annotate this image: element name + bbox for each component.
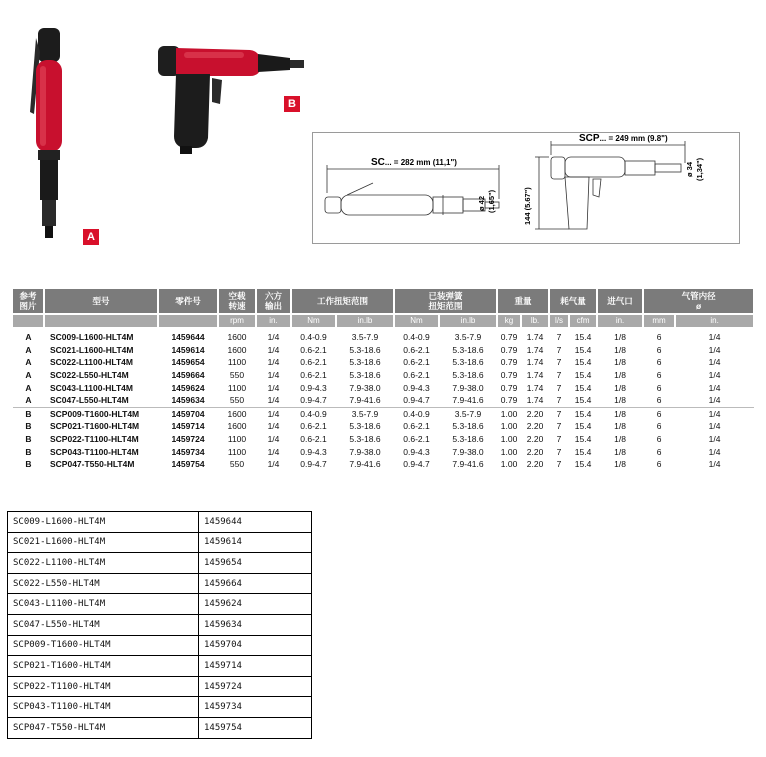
spec-cell: 3.5-7.9 — [454, 332, 482, 343]
spec-cell: 1/4 — [267, 459, 280, 470]
spec-cell: 1.00 — [500, 434, 518, 445]
spec-cell: 1100 — [227, 446, 247, 457]
spec-cell: 1/4 — [708, 395, 721, 406]
spec-cell: 5.3-18.6 — [452, 357, 484, 368]
spec-cell: 0.79 — [500, 395, 518, 406]
model-cell: SC009-L1600-HLT4M — [50, 332, 134, 343]
unit-cell: in.lb — [439, 314, 497, 327]
spec-cell: 5.3-18.6 — [349, 357, 381, 368]
spec-cell: 1/4 — [675, 407, 754, 420]
spec-cell: 0.9-4.3 — [300, 446, 327, 457]
part-number-cell: 1459704 — [199, 635, 312, 656]
spec-cell: 7.9-38.0 — [349, 382, 381, 393]
unit-cell: rpm — [218, 314, 256, 327]
spec-cell: A — [25, 332, 32, 343]
spec-cell: 1/4 — [267, 344, 280, 355]
spec-cell: 15.4 — [574, 332, 592, 343]
spec-cell: 1.00 — [500, 446, 518, 457]
spec-cell: 0.6-2.1 — [300, 357, 327, 368]
unit-cell: in.lb — [336, 314, 394, 327]
spec-cell: 1.74 — [526, 357, 544, 368]
unit-cell: mm — [643, 314, 675, 327]
spec-cell: 0.9-4.7 — [403, 459, 430, 470]
unit-cell: Nm — [291, 314, 336, 327]
header-ref-image: 参考 图片 — [13, 289, 44, 314]
model-cell: SCP009-T1600-HLT4M — [44, 407, 158, 420]
header-spring-torque-range: 已装弹簧 扭矩范围 — [394, 289, 497, 314]
spec-cell: 3.5-7.9 — [439, 407, 497, 420]
spec-cell: 2.20 — [526, 421, 544, 432]
spec-cell: 15.4 — [574, 344, 592, 355]
spec-cell: 6 — [656, 421, 662, 432]
spec-cell: 1/8 — [597, 407, 643, 420]
spec-cell: 1600 — [227, 421, 247, 432]
spec-cell: 1/4 — [267, 395, 280, 406]
model-cell: SC043-L1100-HLT4M — [50, 382, 133, 393]
part-model-cell: SC009-L1600-HLT4M — [8, 512, 199, 533]
spec-cell: 0.9-4.7 — [300, 395, 327, 406]
spec-row — [13, 394, 754, 407]
spec-row — [13, 458, 754, 471]
spec-cell: 1/4 — [708, 344, 721, 355]
spec-cell: 5.3-18.6 — [349, 370, 381, 381]
part-number-cell: 1459734 — [199, 697, 312, 718]
spec-cell: 1/4 — [708, 421, 721, 432]
spec-cell: B — [25, 434, 32, 445]
spec-cell: 1/4 — [708, 357, 721, 368]
spec-cell: 1.74 — [526, 344, 544, 355]
spec-cell: 7.9-41.6 — [452, 395, 484, 406]
spec-row — [13, 344, 754, 357]
part-list-row — [8, 532, 312, 553]
spec-cell: 0.6-2.1 — [403, 357, 430, 368]
spec-cell: 7.9-38.0 — [349, 446, 381, 457]
spec-row — [13, 445, 754, 458]
spec-cell: 0.6-2.1 — [403, 344, 430, 355]
model-cell: SCP022-T1100-HLT4M — [50, 434, 139, 445]
spec-cell: 0.4-0.9 — [403, 332, 430, 343]
header-part-number: 零件号 — [158, 289, 218, 314]
spec-cell: 7 — [556, 370, 562, 381]
spec-cell: 0.6-2.1 — [403, 370, 430, 381]
spec-cell: B — [13, 407, 44, 420]
spec-cell: 7 — [556, 421, 562, 432]
part-model-cell: SCP022-T1100-HLT4M — [8, 676, 199, 697]
spec-cell: 15.4 — [574, 434, 592, 445]
spec-cell: 0.9-4.3 — [403, 446, 430, 457]
header-model: 型号 — [44, 289, 158, 314]
spec-cell: 1/8 — [614, 382, 626, 393]
dimension-drawing — [312, 132, 740, 244]
spec-cell: 2.20 — [526, 446, 544, 457]
spec-cell: 1/4 — [708, 446, 721, 457]
part-list-row — [8, 573, 312, 594]
model-cell: SCP043-T1100-HLT4M — [50, 446, 139, 457]
spec-cell: 1/8 — [614, 370, 626, 381]
part-model-cell: SC043-L1100-HLT4M — [8, 594, 199, 615]
spec-cell: 7.9-38.0 — [452, 382, 484, 393]
part-number-cell: 1459714 — [199, 656, 312, 677]
part-number-cell: 1459654 — [171, 357, 205, 368]
spec-cell: 0.9-4.3 — [300, 382, 327, 393]
spec-cell: 15.4 — [574, 421, 592, 432]
spec-cell: 6 — [656, 344, 662, 355]
spec-cell: 2.20 — [521, 407, 549, 420]
part-number-cell: 1459654 — [199, 553, 312, 574]
unit-cell — [44, 314, 158, 327]
spec-cell: 15.4 — [574, 370, 592, 381]
part-number-cell: 1459704 — [158, 407, 218, 420]
spec-cell: 1.00 — [500, 459, 518, 470]
spec-cell: 0.6-2.1 — [403, 421, 430, 432]
part-number-cell: 1459624 — [199, 594, 312, 615]
part-number-cell: 1459754 — [171, 459, 205, 470]
spec-cell: 15.4 — [574, 382, 592, 393]
scp-diameter-inch-label: (1,34") — [695, 157, 704, 181]
spec-cell: 0.79 — [500, 357, 518, 368]
unit-cell — [158, 314, 218, 327]
spec-cell: 6 — [656, 395, 662, 406]
spec-row — [13, 407, 754, 420]
part-list-row — [8, 676, 312, 697]
spec-cell: 1/8 — [614, 357, 626, 368]
spec-cell: 5.3-18.6 — [349, 344, 381, 355]
header-hose-diameter: 气管内径 ø — [643, 289, 754, 314]
spec-cell: 7 — [556, 344, 562, 355]
spec-cell: 15.4 — [574, 446, 592, 457]
spec-cell: 1/4 — [267, 370, 280, 381]
spec-cell: 5.3-18.6 — [349, 421, 381, 432]
spec-cell: 0.6-2.1 — [300, 421, 327, 432]
spec-cell: 1/4 — [267, 357, 280, 368]
spec-cell: 1/8 — [614, 344, 626, 355]
spec-cell: 7 — [556, 459, 562, 470]
spec-cell: 5.3-18.6 — [349, 434, 381, 445]
part-number-cell: 1459754 — [199, 717, 312, 738]
spec-cell: 1/8 — [614, 332, 626, 343]
unit-cell: kg — [497, 314, 521, 327]
unit-cell: Nm — [394, 314, 439, 327]
spec-cell: 1600 — [227, 344, 247, 355]
spec-cell: 6 — [656, 434, 662, 445]
unit-cell — [13, 314, 44, 327]
spec-cell: 1/8 — [614, 421, 626, 432]
spec-cell: 7 — [556, 332, 562, 343]
spec-cell: 0.9-4.7 — [403, 395, 430, 406]
header-torque-range: 工作扭矩范围 — [291, 289, 394, 314]
model-cell: SCP021-T1600-HLT4M — [50, 421, 140, 432]
spec-cell: 15.4 — [574, 459, 592, 470]
part-number-cell: 1459734 — [171, 446, 205, 457]
part-model-cell: SC022-L550-HLT4M — [8, 573, 199, 594]
spec-cell: 7.9-41.6 — [349, 459, 381, 470]
badge-a: A — [83, 229, 99, 245]
spec-cell: 1/4 — [267, 434, 280, 445]
part-list-row — [8, 635, 312, 656]
part-number-cell: 1459614 — [171, 344, 205, 355]
part-list-row — [8, 717, 312, 738]
spec-cell: 3.5-7.9 — [351, 332, 379, 343]
spec-cell: 2.20 — [526, 434, 544, 445]
part-model-cell: SCP021-T1600-HLT4M — [8, 656, 199, 677]
part-model-cell: SC021-L1600-HLT4M — [8, 532, 199, 553]
spec-row — [13, 356, 754, 369]
sc-length-label: SC... = 282 mm (11,1") — [371, 157, 457, 168]
spec-cell: 15.4 — [574, 357, 592, 368]
spec-cell: A — [25, 357, 32, 368]
spec-cell: B — [25, 459, 32, 470]
spec-cell: 6 — [643, 407, 675, 420]
part-model-cell: SCP047-T550-HLT4M — [8, 717, 199, 738]
spec-cell: 1/8 — [614, 446, 626, 457]
spec-cell: 1.74 — [526, 382, 544, 393]
spec-cell: 1.00 — [500, 421, 518, 432]
spec-cell: 1/4 — [267, 332, 280, 343]
part-model-cell: SCP043-T1100-HLT4M — [8, 697, 199, 718]
spec-cell: 0.9-4.3 — [403, 382, 430, 393]
spec-cell: 1600 — [227, 332, 247, 343]
spec-cell: 1.00 — [497, 407, 521, 420]
spec-cell: A — [25, 344, 32, 355]
spec-cell: 1/8 — [614, 434, 626, 445]
model-cell: SCP047-T550-HLT4M — [50, 459, 135, 470]
part-number-cell: 1459714 — [171, 421, 205, 432]
spec-cell: 7.9-38.0 — [452, 446, 484, 457]
spec-cell: 2.20 — [526, 459, 544, 470]
spec-cell: 0.79 — [500, 370, 518, 381]
spec-units-row — [13, 314, 754, 327]
spec-cell: 0.4-0.9 — [300, 332, 327, 343]
badge-b: B — [284, 96, 300, 112]
spec-cell: 15.4 — [569, 407, 597, 420]
spec-cell: 0.4-0.9 — [291, 407, 336, 420]
part-number-cell: 1459614 — [199, 532, 312, 553]
spec-cell: 1/8 — [614, 459, 626, 470]
part-model-cell: SCP009-T1600-HLT4M — [8, 635, 199, 656]
spec-cell: 6 — [656, 332, 662, 343]
header-free-speed: 空载 转速 — [218, 289, 256, 314]
spec-cell: 1/4 — [267, 421, 280, 432]
part-number-cell: 1459664 — [171, 370, 205, 381]
part-list-table — [7, 511, 312, 739]
spec-cell: 6 — [656, 370, 662, 381]
spec-cell: B — [25, 446, 32, 457]
part-list-row — [8, 614, 312, 635]
scp-length-label: SCP... = 249 mm (9.8") — [579, 133, 668, 144]
spec-cell: 1/4 — [267, 446, 280, 457]
spec-cell: 550 — [229, 370, 245, 381]
spec-cell: 1100 — [227, 382, 247, 393]
spec-cell: 6 — [656, 459, 662, 470]
spec-cell: 1/4 — [708, 332, 721, 343]
spec-cell: 0.6-2.1 — [300, 370, 327, 381]
part-number-cell: 1459634 — [199, 614, 312, 635]
unit-cell: in. — [256, 314, 291, 327]
spec-cell: 6 — [656, 382, 662, 393]
spec-cell: 1/4 — [708, 382, 721, 393]
part-number-cell: 1459624 — [171, 382, 205, 393]
spec-cell: 0.6-2.1 — [300, 434, 327, 445]
spec-cell: 7 — [556, 446, 562, 457]
spec-cell: 0.6-2.1 — [300, 344, 327, 355]
model-cell: SC047-L550-HLT4M — [50, 395, 129, 406]
spec-row — [13, 369, 754, 382]
model-cell: SC022-L550-HLT4M — [50, 370, 129, 381]
spec-row — [13, 327, 754, 344]
scp-diameter-label: ø 34 — [685, 161, 694, 177]
part-number-cell: 1459634 — [171, 395, 205, 406]
spec-cell: 1.74 — [526, 370, 544, 381]
spec-row — [13, 381, 754, 394]
spec-cell: 7 — [556, 395, 562, 406]
unit-cell: lb. — [521, 314, 549, 327]
part-model-cell: SC022-L1100-HLT4M — [8, 553, 199, 574]
spec-cell: 0.79 — [500, 382, 518, 393]
part-number-cell: 1459664 — [199, 573, 312, 594]
spec-cell: 7 — [549, 407, 569, 420]
spec-cell: 1600 — [218, 407, 256, 420]
spec-cell: 1/4 — [267, 382, 280, 393]
spec-cell: 1100 — [227, 434, 247, 445]
spec-cell: 15.4 — [574, 395, 592, 406]
part-list-row — [8, 512, 312, 533]
spec-cell: 550 — [229, 395, 245, 406]
part-list-row — [8, 697, 312, 718]
sc-diameter-inch-label: (1,65") — [487, 189, 496, 213]
spec-cell: 1/4 — [708, 459, 721, 470]
unit-cell: cfm — [569, 314, 597, 327]
spec-cell: 1/8 — [614, 395, 626, 406]
header-air-inlet: 进气口 — [597, 289, 643, 314]
spec-cell: 6 — [656, 446, 662, 457]
spec-cell: 1100 — [227, 357, 247, 368]
header-weight: 重量 — [497, 289, 549, 314]
unit-cell: in. — [675, 314, 754, 327]
spec-row — [13, 420, 754, 433]
spec-cell: 7 — [556, 434, 562, 445]
part-list-row — [8, 553, 312, 574]
spec-cell: 5.3-18.6 — [452, 434, 484, 445]
spec-cell: B — [25, 421, 32, 432]
spec-cell: 1/4 — [256, 407, 291, 420]
spec-cell: 1.74 — [526, 395, 544, 406]
unit-cell: in. — [597, 314, 643, 327]
spec-cell: 7.9-41.6 — [452, 459, 484, 470]
unit-cell: l/s — [549, 314, 569, 327]
screwdriver-straight-image — [18, 22, 78, 242]
spec-cell: 1/4 — [708, 370, 721, 381]
part-number-cell: 1459724 — [171, 434, 205, 445]
header-hex-output: 六方 输出 — [256, 289, 291, 314]
spec-cell: 7 — [556, 382, 562, 393]
part-list-row — [8, 594, 312, 615]
spec-cell: 0.79 — [500, 332, 518, 343]
spec-table-body — [13, 327, 754, 471]
part-number-cell: 1459644 — [199, 512, 312, 533]
scp-height-label: 144 (5.67") — [523, 187, 532, 225]
header-air-consumption: 耗气量 — [549, 289, 597, 314]
spec-cell: A — [25, 382, 32, 393]
spec-cell: 1/4 — [708, 434, 721, 445]
spec-cell: 5.3-18.6 — [452, 370, 484, 381]
part-model-cell: SC047-L550-HLT4M — [8, 614, 199, 635]
spec-table — [13, 289, 755, 471]
spec-cell: 0.4-0.9 — [394, 407, 439, 420]
part-number-cell: 1459724 — [199, 676, 312, 697]
spec-cell: A — [25, 370, 32, 381]
spec-cell: 1.74 — [526, 332, 544, 343]
part-number-cell: 1459644 — [171, 332, 205, 343]
spec-cell: 0.9-4.7 — [300, 459, 327, 470]
part-list-row — [8, 656, 312, 677]
model-cell: SC021-L1600-HLT4M — [50, 344, 134, 355]
spec-cell: 6 — [656, 357, 662, 368]
model-cell: SC022-L1100-HLT4M — [50, 357, 133, 368]
spec-cell: 5.3-18.6 — [452, 344, 484, 355]
spec-row — [13, 433, 754, 446]
spec-cell: 5.3-18.6 — [452, 421, 484, 432]
spec-cell: 0.6-2.1 — [403, 434, 430, 445]
spec-cell: 550 — [229, 459, 245, 470]
spec-header-row — [13, 289, 754, 314]
spec-cell: 7.9-41.6 — [349, 395, 381, 406]
sc-diameter-label: ø 42 — [477, 195, 486, 211]
spec-cell: A — [25, 395, 32, 406]
spec-cell: 7 — [556, 357, 562, 368]
spec-cell: 3.5-7.9 — [336, 407, 394, 420]
spec-cell: 0.79 — [500, 344, 518, 355]
